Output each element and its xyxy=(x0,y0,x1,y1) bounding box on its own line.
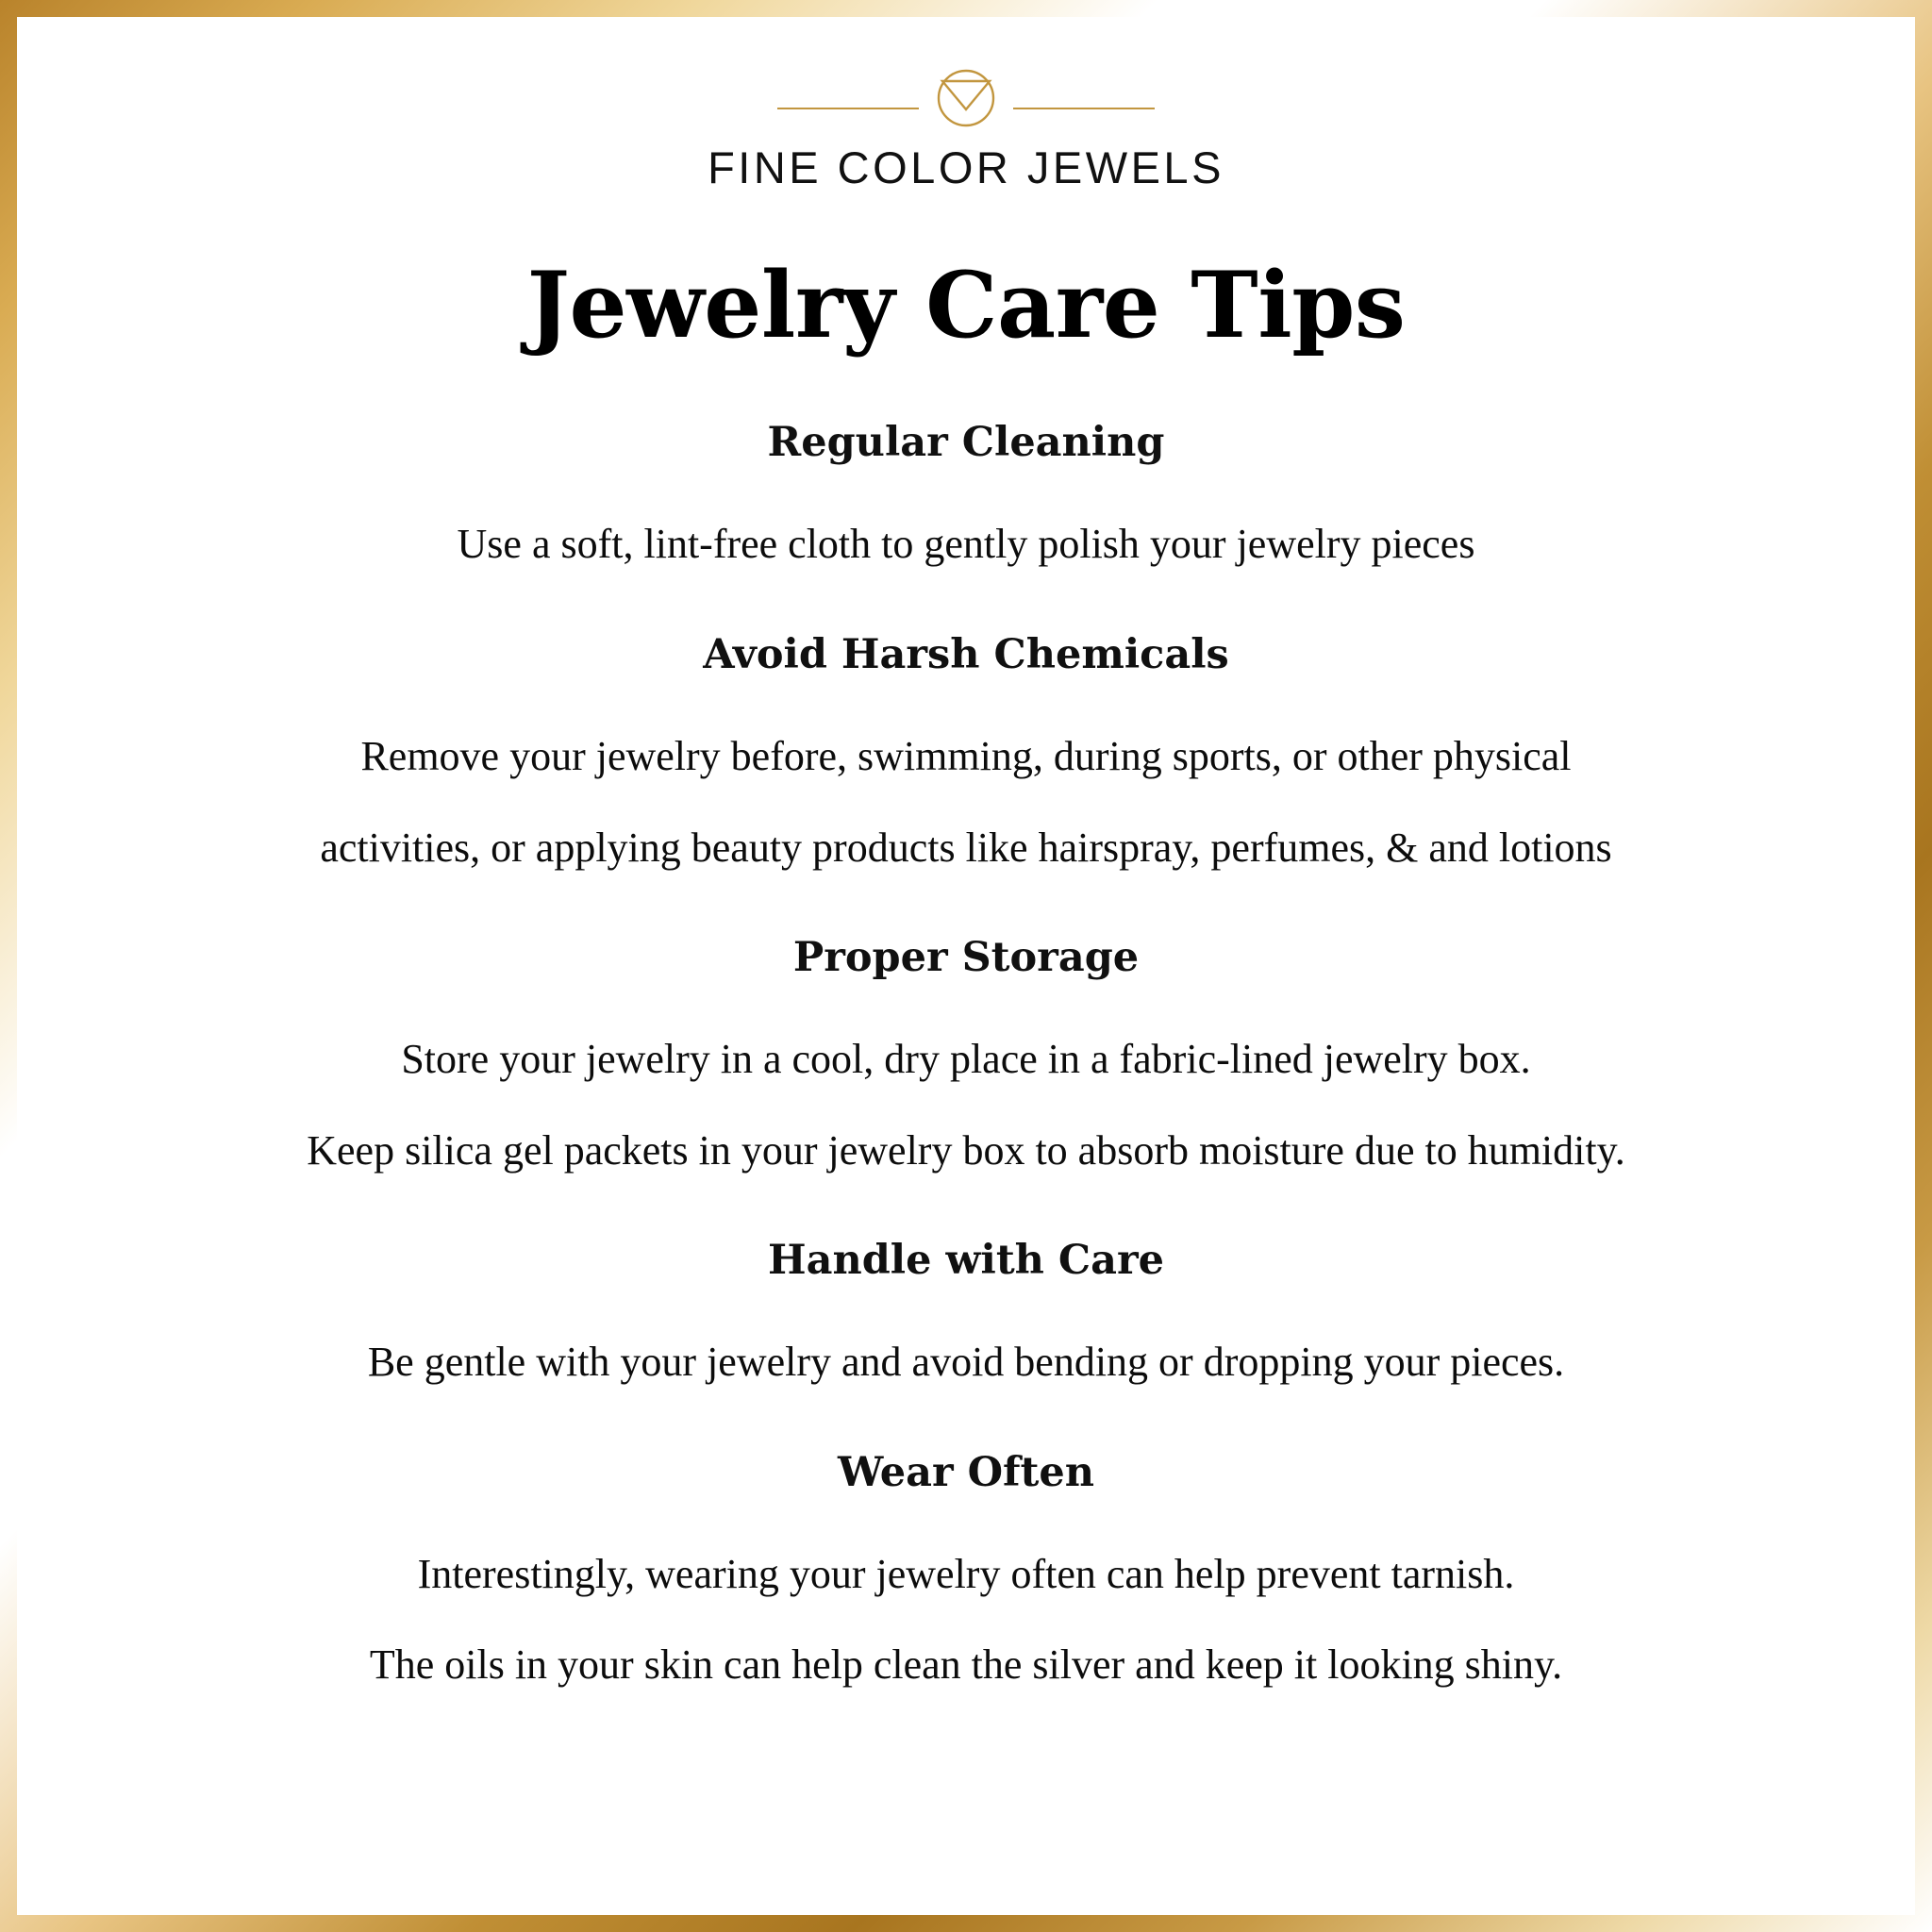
section-text-handle-with-care-1: Be gentle with your jewelry and avoid bending or dropping your pieces. xyxy=(367,1339,1565,1386)
section-heading-avoid-harsh-chemicals: Avoid Harsh Chemicals xyxy=(703,630,1229,678)
section-text-avoid-harsh-chemicals-1: Remove your jewelry before, swimming, during sports, or other physical xyxy=(360,732,1572,779)
section-text-proper-storage-2: Keep silica gel packets in your jewelry box to absorb moisture due to humidity. xyxy=(307,1126,1625,1174)
page-title: Jewelry Care Tips xyxy=(526,252,1406,358)
logo-rule-right-icon xyxy=(1013,108,1155,109)
section-text-regular-cleaning-1: Use a soft, lint-free cloth to gently polish your jewelry pieces xyxy=(457,521,1475,568)
section-heading-proper-storage: Proper Storage xyxy=(792,934,1140,982)
section-text-proper-storage-1: Store your jewelry in a cool, dry place in a fabric-lined jewelry box. xyxy=(401,1036,1531,1083)
care-tips-sections xyxy=(74,419,1858,1690)
section-heading-regular-cleaning: Regular Cleaning xyxy=(767,419,1165,467)
page-content xyxy=(17,17,1915,1915)
section-text-avoid-harsh-chemicals-2: activities, or applying beauty products like hairspray, perfumes, & and lotions xyxy=(320,824,1612,871)
section-text-wear-often-2: The oils in your skin can help clean the silver and keep it looking shiny. xyxy=(369,1641,1563,1689)
brand-logo-mark xyxy=(768,58,1164,132)
brand-header xyxy=(74,58,1858,193)
section-heading-handle-with-care: Handle with Care xyxy=(767,1237,1165,1285)
brand-name: FINE COLOR JEWELS xyxy=(708,142,1224,192)
section-heading-wear-often: Wear Often xyxy=(837,1448,1095,1496)
logo-rule-left-icon xyxy=(777,108,919,109)
section-text-wear-often-1: Interestingly, wearing your jewelry often can help prevent tarnish. xyxy=(417,1550,1515,1597)
diamond-outline-icon xyxy=(931,60,1001,130)
